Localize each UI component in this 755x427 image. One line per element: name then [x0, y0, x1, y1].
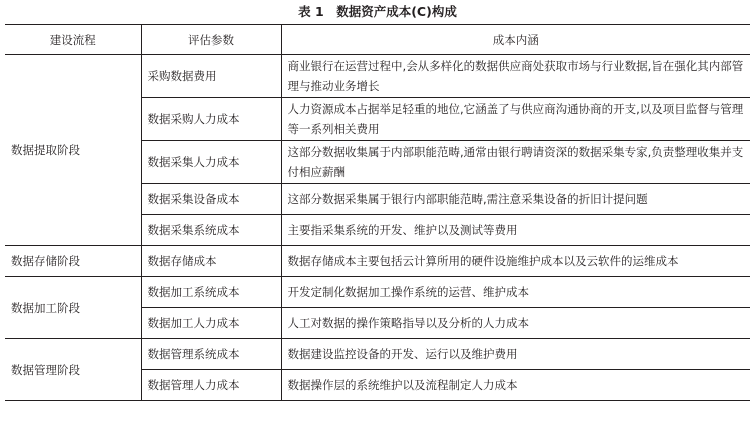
stage-processing: 数据加工阶段 — [5, 277, 141, 339]
param-cell: 数据采集设备成本 — [141, 184, 281, 215]
param-cell: 数据采集人力成本 — [141, 141, 281, 184]
param-cell: 数据管理人力成本 — [141, 370, 281, 401]
desc-cell: 数据操作层的系统维护以及流程制定人力成本 — [281, 370, 750, 401]
desc-cell: 人工对数据的操作策略指导以及分析的人力成本 — [281, 308, 750, 339]
desc-cell: 这部分数据收集属于内部职能范畴,通常由银行聘请资深的数据采集专家,负责整理收集并支付相应薪酬 — [281, 141, 750, 184]
table-row — [5, 55, 750, 98]
param-cell: 数据加工系统成本 — [141, 277, 281, 308]
cost-table — [5, 24, 750, 401]
param-cell: 数据采购人力成本 — [141, 98, 281, 141]
param-cell: 数据存储成本 — [141, 246, 281, 277]
header-stage: 建设流程 — [5, 25, 141, 55]
header-row — [5, 25, 750, 55]
stage-extraction: 数据提取阶段 — [5, 55, 141, 246]
param-cell: 数据加工人力成本 — [141, 308, 281, 339]
desc-cell: 这部分数据采集属于银行内部职能范畴,需注意采集设备的折旧计提问题 — [281, 184, 750, 215]
desc-cell: 主要指采集系统的开发、维护以及测试等费用 — [281, 215, 750, 246]
table-caption: 表 1 数据资产成本(C)构成 — [298, 4, 457, 19]
desc-cell: 开发定制化数据加工操作系统的运营、维护成本 — [281, 277, 750, 308]
param-cell: 采购数据费用 — [141, 55, 281, 98]
desc-cell: 人力资源成本占据举足轻重的地位,它涵盖了与供应商沟通协商的开支,以及项目监督与管理等一系列相关费用 — [281, 98, 750, 141]
desc-cell: 数据存储成本主要包括云计算所用的硬件设施维护成本以及云软件的运维成本 — [281, 246, 750, 277]
stage-storage: 数据存储阶段 — [5, 246, 141, 277]
param-cell: 数据管理系统成本 — [141, 339, 281, 370]
param-cell: 数据采集系统成本 — [141, 215, 281, 246]
header-param: 评估参数 — [141, 25, 281, 55]
stage-management: 数据管理阶段 — [5, 339, 141, 401]
table-row — [5, 246, 750, 277]
header-desc: 成本内涵 — [281, 25, 750, 55]
desc-cell: 数据建设监控设备的开发、运行以及维护费用 — [281, 339, 750, 370]
table-row — [5, 277, 750, 308]
table-row — [5, 339, 750, 370]
desc-cell: 商业银行在运营过程中,会从多样化的数据供应商处获取市场与行业数据,旨在强化其内部管理与推动业务增长 — [281, 55, 750, 98]
